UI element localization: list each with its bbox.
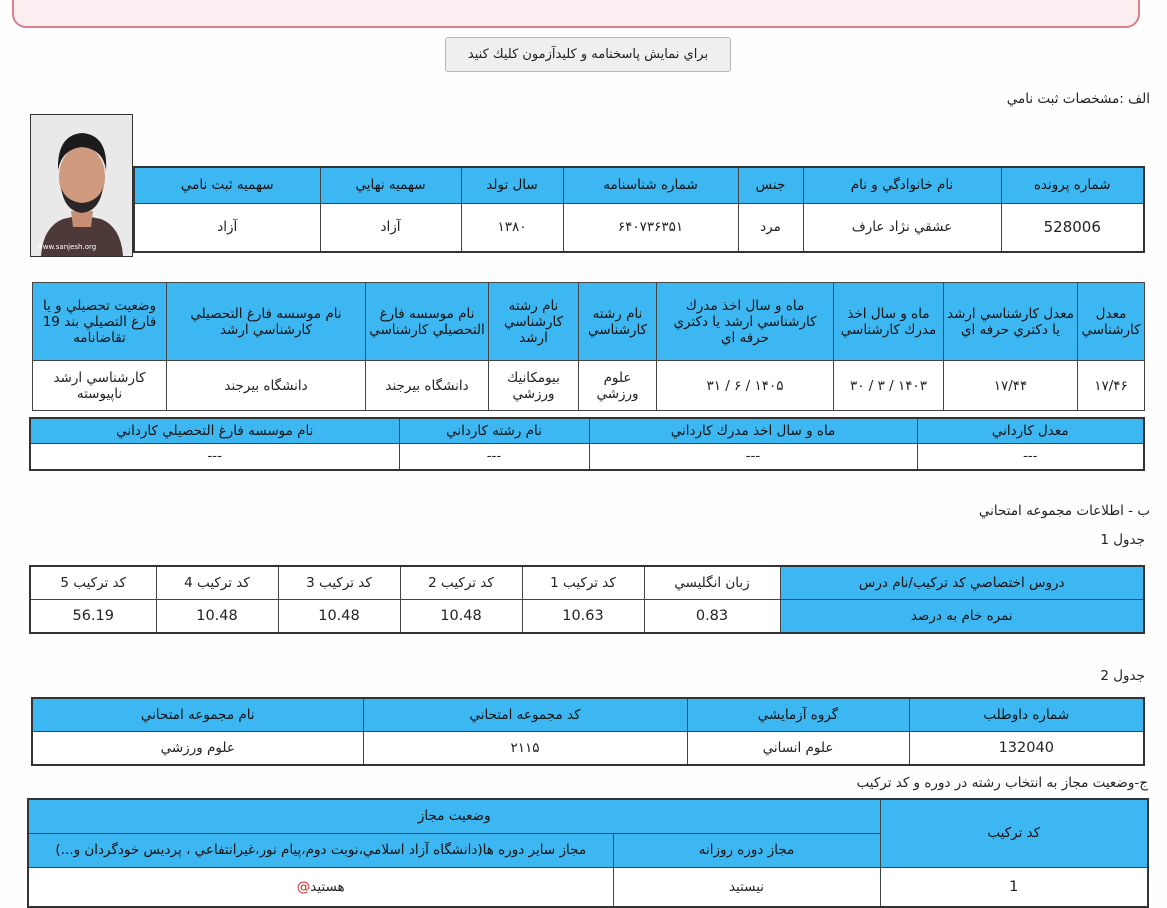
score-english: 0.83 (644, 599, 780, 633)
section-a-title: الف :مشخصات ثبت نامي (1006, 91, 1150, 107)
value-final-quota: آزاد (320, 203, 461, 252)
header-associate-date: ماه و سال اخذ مدرك كارداني (589, 418, 917, 443)
header-master-date: ماه و سال اخذ مدرك كارشناسي ارشد يا دكتري حرفه اي (657, 283, 834, 361)
value-exam-group: علوم انساني (687, 731, 909, 765)
header-code-2: كد تركيب 2 (400, 566, 522, 599)
header-code-1: كد تركيب 1 (522, 566, 644, 599)
value-day-course: نيستيد (613, 867, 880, 907)
value-exam-set-name: علوم ورزشي (32, 731, 363, 765)
value-other-courses (28, 867, 613, 907)
value-master-institute: دانشگاه بيرجند (167, 361, 366, 411)
value-bachelor-institute: دانشگاه بيرجند (366, 361, 489, 411)
header-combination-code: كد تركيب (880, 799, 1148, 867)
header-exam-group: گروه آزمايشي (687, 698, 909, 731)
header-code-5: كد تركيب 5 (30, 566, 156, 599)
header-education-status: وضعيت تحصيلي و يا فارغ التصيلي بند 19 تقاضانامه (33, 283, 167, 361)
value-master-gpa: ۱۷/۴۴ (944, 361, 1078, 411)
header-birth-year: سال تولد (461, 167, 563, 203)
header-bachelor-field: نام رشته كارشناسي (579, 283, 657, 361)
value-birth-year: ۱۳۸۰ (461, 203, 563, 252)
value-file-number: 528006 (1001, 203, 1144, 252)
section-c-title: ج-وضعيت مجاز به انتخاب رشته در دوره و كد تركيب (856, 775, 1148, 791)
value-associate-gpa: --- (917, 443, 1144, 470)
header-eligibility-status: وضعيت مجاز (28, 799, 880, 833)
score-code-1: 10.63 (522, 599, 644, 633)
value-associate-date: --- (589, 443, 917, 470)
exam-group-table (31, 697, 1145, 766)
value-candidate-number: 132040 (909, 731, 1144, 765)
header-english: زبان انگليسي (644, 566, 780, 599)
header-file-number: شماره پرونده (1001, 167, 1144, 203)
header-bachelor-gpa: معدل كارشناسي (1078, 283, 1145, 361)
header-candidate-number: شماره داوطلب (909, 698, 1144, 731)
value-registered-quota: آزاد (134, 203, 320, 252)
value-education-status: كارشناسي ارشد ناپيوسته (33, 361, 167, 411)
value-master-date: ۱۴۰۵ / ۶ / ۳۱ (657, 361, 834, 411)
table1-title: جدول 1 (1100, 532, 1145, 548)
header-exam-set-code: كد مجموعه امتحاني (363, 698, 687, 731)
value-gender: مرد (738, 203, 803, 252)
header-code-4: كد تركيب 4 (156, 566, 278, 599)
registration-table (133, 166, 1145, 253)
header-gender: جنس (738, 167, 803, 203)
header-master-institute: نام موسسه فارغ التحصيلي كارشناسي ارشد (167, 283, 366, 361)
value-bachelor-field: علوم ورزشي (579, 361, 657, 411)
header-id-number: شماره شناسنامه (563, 167, 738, 203)
value-other-courses-text: هستيد (310, 878, 345, 895)
header-master-field: نام رشته كارشناسي ارشد (489, 283, 579, 361)
header-final-quota: سهميه نهايي (320, 167, 461, 203)
header-other-courses: مجاز ساير دوره ها(دانشگاه آزاد اسلامي،نوبت دوم،پيام نور،غيرانتفاعي ، پرديس خودگردان و...) (28, 833, 613, 867)
header-full-name: نام خانوادگي و نام (803, 167, 1001, 203)
value-master-field: بيومكانيك ورزشي (489, 361, 579, 411)
value-associate-field: --- (399, 443, 589, 470)
associate-table (29, 417, 1145, 471)
value-id-number: ۶۴۰۷۳۶۳۵۱ (563, 203, 738, 252)
score-code-2: 10.48 (400, 599, 522, 633)
photo-watermark: www.sanjesh.org (37, 243, 97, 251)
header-bachelor-institute: نام موسسه فارغ التحصيلي كارشناسي (366, 283, 489, 361)
scores-table (29, 565, 1145, 634)
show-answer-key-button[interactable]: براي نمايش پاسخنامه و كليدآزمون كليك كنيد (445, 37, 731, 72)
section-b-title: ب - اطلاعات مجموعه امتحاني (978, 503, 1150, 519)
value-combination-code: 1 (880, 867, 1148, 907)
value-bachelor-date: ۱۴۰۳ / ۳ / ۳۰ (834, 361, 944, 411)
header-master-gpa: معدل كارشناسي ارشد يا دكتري حرفه اي (944, 283, 1078, 361)
applicant-photo (30, 114, 133, 257)
scores-row-label: نمره خام به درصد (780, 599, 1144, 633)
table2-title: جدول 2 (1100, 668, 1145, 684)
header-registered-quota: سهميه ثبت نامي (134, 167, 320, 203)
header-bachelor-date: ماه و سال اخذ مدرك كارشناسي (834, 283, 944, 361)
score-code-3: 10.48 (278, 599, 400, 633)
education-table (32, 282, 1145, 411)
score-code-5: 56.19 (30, 599, 156, 633)
value-full-name: عشقي نژاد عارف (803, 203, 1001, 252)
header-code-3: كد تركيب 3 (278, 566, 400, 599)
header-associate-gpa: معدل كارداني (917, 418, 1144, 443)
header-exam-set-name: نام مجموعه امتحاني (32, 698, 363, 731)
value-bachelor-gpa: ۱۷/۴۶ (1078, 361, 1145, 411)
applicant-photo-image (31, 115, 132, 256)
value-associate-institute: --- (30, 443, 399, 470)
value-exam-set-code: ۲۱۱۵ (363, 731, 687, 765)
scores-header-label: دروس اختصاصي كد تركيب/نام درس (780, 566, 1144, 599)
header-day-course: مجاز دوره روزانه (613, 833, 880, 867)
header-associate-field: نام رشته كارداني (399, 418, 589, 443)
header-associate-institute: نام موسسه فارغ التحصيلي كارداني (30, 418, 399, 443)
other-courses-mark: @ (296, 878, 311, 895)
alert-box (12, 0, 1140, 28)
score-code-4: 10.48 (156, 599, 278, 633)
